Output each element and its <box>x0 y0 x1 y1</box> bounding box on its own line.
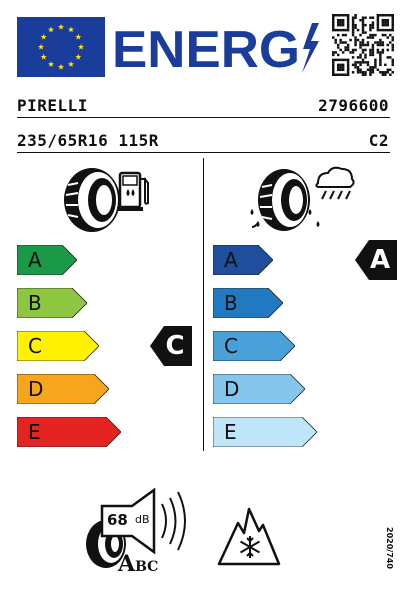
class-bar-b <box>17 288 87 318</box>
column-divider <box>203 158 204 451</box>
class-bar-c <box>17 331 99 361</box>
eu-flag-icon <box>17 17 105 77</box>
class-bar-label: A <box>224 248 238 272</box>
qr-code-icon[interactable] <box>332 14 394 76</box>
class-bar-label: B <box>224 291 238 315</box>
tyre-size: 235/65R16 115R <box>17 131 159 150</box>
class-bar-a <box>17 245 77 275</box>
class-bar-label: D <box>224 377 240 401</box>
lightning-icon <box>302 23 319 73</box>
tyre-class: C2 <box>368 131 389 150</box>
svg-text:2020/740: 2020/740 <box>385 527 394 569</box>
tyre-fuel-pump-icon <box>58 165 154 235</box>
noise-unit: dB <box>135 513 150 526</box>
class-bar-e <box>17 417 121 447</box>
class-bar-label: E <box>224 420 237 444</box>
fuel-efficiency-rating-marker <box>150 326 192 366</box>
three-peak-mountain-snowflake-icon <box>216 505 282 567</box>
supplier-name: PIRELLI <box>17 96 88 115</box>
class-bar-label: C <box>28 334 42 358</box>
energy-title <box>112 17 322 77</box>
class-bar-b <box>213 288 283 318</box>
noise-value: 68 <box>107 511 128 529</box>
noise-class <box>118 551 158 577</box>
class-bar-d <box>17 374 109 404</box>
divider <box>17 152 390 153</box>
regulation-number <box>372 525 398 585</box>
divider <box>17 117 390 118</box>
class-bar-label: C <box>224 334 238 358</box>
wet-grip-rating-marker <box>355 240 397 280</box>
class-bar-label: A <box>28 248 42 272</box>
svg-text:ENERG: ENERG <box>112 21 300 77</box>
noise-class-selected: A <box>118 551 136 577</box>
tyre-rain-cloud-icon <box>248 165 358 237</box>
class-bar-c <box>213 331 295 361</box>
article-number: 2796600 <box>318 96 389 115</box>
noise-class-others: BC <box>135 559 159 575</box>
class-bar-label: E <box>28 420 41 444</box>
class-bar-label: B <box>28 291 42 315</box>
wet-grip-rating: A <box>369 245 391 275</box>
fuel-efficiency-rating: C <box>165 331 185 361</box>
class-bar-e <box>213 417 317 447</box>
class-bar-a <box>213 245 273 275</box>
class-bar-label: D <box>28 377 44 401</box>
class-bar-d <box>213 374 305 404</box>
